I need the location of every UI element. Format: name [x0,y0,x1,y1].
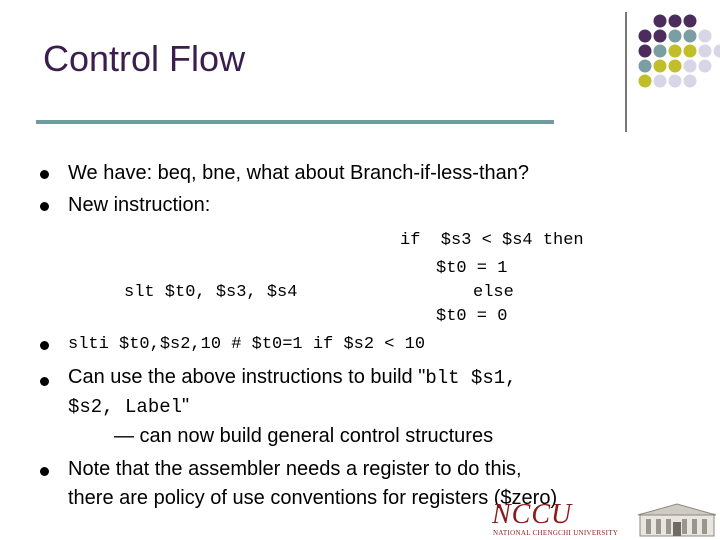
decor-dot [639,45,652,58]
decor-dot [669,60,682,73]
can-use-prefix: Can use the above instructions to build " [68,366,426,388]
decor-dot [654,15,667,28]
decor-dot [669,30,682,43]
bullet-text-note-line1: Note that the assembler needs a register to do this, [68,458,522,480]
bullet-icon [40,341,49,350]
decor-dot [654,30,667,43]
pseudo-code-assign-1: $t0 = 1 [436,259,508,278]
slti-instruction: slti $t0,$s2,10 # $t0=1 if $s2 < 10 [68,335,426,354]
can-use-code-1: blt $s1, [425,367,517,389]
decor-dot [684,75,697,88]
decor-dot [699,45,712,58]
nccu-logo-script: NCCU [492,499,573,530]
decor-dot [684,30,697,43]
nccu-logo-university: NATIONAL CHENGCHI UNIVERSITY [493,529,619,537]
can-use-code-2: $s2, Label [68,396,183,418]
decor-dot [639,75,652,88]
building-icon [636,502,718,538]
bullet-text-have: We have: beq, bne, what about Branch-if-less-than? [68,162,530,184]
decor-dot [639,30,652,43]
pseudo-code-else: else [473,283,514,302]
decor-dot [684,15,697,28]
decor-dot [654,60,667,73]
decor-dot [684,60,697,73]
decor-dot [699,30,712,43]
bullet-text-note-line2: there are policy of use conventions for registers ($zero) [68,487,558,509]
control-structures-subline: — can now build general control structures [114,425,494,447]
slt-instruction: slt $t0, $s3, $s4 [124,283,298,302]
pseudo-code-if: if $s3 < $s4 then [400,231,584,250]
decor-dot [699,60,712,73]
slide-title: Control Flow [43,38,246,79]
decor-dot [669,75,682,88]
decor-dot [714,45,720,58]
decor-dot [639,60,652,73]
can-use-suffix: " [182,395,190,417]
bullet-icon [40,377,49,386]
bullet-text-can-use-cont [68,395,189,418]
title-underline-rule [36,120,554,124]
bullet-text-can-use [68,366,517,389]
bullet-icon [40,202,49,211]
decor-dot [684,45,697,58]
corner-divider-line [625,12,627,132]
bullet-text-new-instruction: New instruction: [68,194,211,216]
decor-dot [654,45,667,58]
decor-dot [669,15,682,28]
bullet-icon [40,467,49,476]
decor-dot [654,75,667,88]
decor-dot [669,45,682,58]
pseudo-code-assign-0: $t0 = 0 [436,307,508,326]
bullet-icon [40,170,49,179]
